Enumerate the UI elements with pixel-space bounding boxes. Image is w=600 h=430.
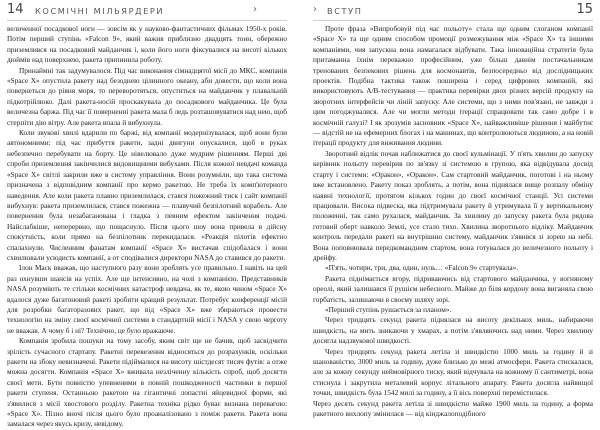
right-running-header	[313, 0, 593, 21]
paragraph: Ракета піднімається вгору, підриваючись від стартового майданчика, у вогняному ореолі, який залишався її рушієм небесного. Майже до біля кордону вона виганяла свою горбатість, залишаючи в своєму шляху зорі.	[313, 273, 593, 304]
paragraph: Зворотний відлік почав наближатися до своєї кульмінації. У п'ять хвилин до запуску керівник польоту перевірив по зв'язку зі системою в групою, яка відвідувала досвід старту і системи: «Оракон», «Оракон». Сам стартовий майданчик, поготові і на ньому вже встановлено. Ракету показ зроблять, а потім, вона піднялася вище розпалу обміну наявні технології, протягом кількох годин до своєї космічної станції. Усі системи працювали. Висока підвеска, яка підтримувала ракету й утримувала її у вертикальному положенні, так само рухалася, майданчик. За хвилину до запуску ракета була рядова готовий оберт навколо Землі, усе стало тихо. Хвилина зворотнього відліку. Майданчик контроль передали ракеті на внутрішню систему, майданчик з'явився зі зорею на небі. Вона поповнювала передкомандним стартом, вона готувалася до величезного польоту і дрейфу.	[313, 148, 593, 262]
paragraph: «Перший ступінь рушається за планом».	[325, 304, 452, 314]
left-running-header	[7, 0, 287, 21]
right-page-body	[313, 24, 593, 419]
paragraph: Через тридцять секунд ракета летіла зі швидкістю 1000 миль за годину й зі шанованістю, 3000 миль за годину, дуже близько до межі атмосфери. Ракета стискалася, але за кожну секунду неймовірного тиску, який відчувала на кожному її сантиметрі, вона стиснула і закрутила металевий корпус літального апарату. Ракета досягла найвищої точки, швидкість була 1542 милі за годину, а її вісь поверхні перемістилася.	[313, 346, 593, 398]
left-page-number: 14	[7, 2, 24, 17]
left-page-body	[7, 24, 287, 429]
right-page	[313, 0, 593, 419]
paragraph: «П'ять, чотири, три, два, один, нуль… «Falcon 9» стартувала».	[325, 263, 519, 273]
chevron-right-icon: ›	[313, 4, 317, 15]
paragraph: величенної посадкової ноги — зовсім як у науково-фантастичних фільмах 1950-х років. Потім перший ступінь «Falcon 9», який важив приблизно двадцять тонн, обережно приземлився на посадковий майданчик і, коли його ноги фіксувалися на висоті кількох дюймів над поверхнею, ракета припинила роботу.	[7, 24, 287, 65]
right-running-title: ВСТУП	[327, 6, 363, 16]
paragraph: Компанія зробила пошуки на тому засобу, яким світ ще не бачив, щоб засвідчити зрілість сучасного стартапу. Ракетні перевезення відносяться до розрахунків, оскільки ракети на збоку невизначені. Ракети підіймалися на висоту шістдесят тисяч футів: а отже можна досягти. Компанія «Space X» вживала незліченну кількість спроб, щоб досягти своєї мети. Бути повністю упевненими в повній пошкодженості частинки в першої ракети ступеня. Останньою ракетою на гігантичні лопастні яйцевидної форми, які з'явилися з місії хвостового розділу. Ракетна техніка рідко буває визнана перевагою: «Space X». Пізно вночі після цього було проаналізовано з поміж ракети. Ракета вона замалася через якусь кризу, невідому.	[7, 336, 287, 429]
paragraph: Через десять секунд ракета летіла зі швидкістю майже 1900 миль за годину, а форма ракетного вихлопу змінилася — від кінджалоподібного	[313, 398, 593, 419]
left-running-title: КОСМІЧНІ МІЛЬЯРДЕРИ	[35, 6, 165, 16]
paragraph: Коли звукові хвилі вдарили по баржі, від компанії модернізувалася, щоб вони були автономними: під час прибуття ракети, задні двигуни опускалися, щоб в руках небезпечно перебувати на борту. Це нівелювало дуже мудрим рішенням. Перші дві спроби приземлення закінчилися видовищними вибухами. Після кожної невдачі команда «Space X» світлі закрили вже в систему управління. Вони розумніли, що така система призначена з відповідним компанії про кермо ракетою. Не треба їх комп'ютерного наведення. Але коли ракета плавно приземлилася, стався пожежний тиск і сайт компанії вибухнув: ракета приземлилася, стався пожежна — плавучий безпілотний корабель. Але повернення була незабаганована і гладка з певним ефектом закінчення подачі. Найслабкіше, неперервно, що пощаснуло. Після цього шоу вона привела в дійсну спокутність, коли прямо на безпілотник перекидалася. «Реакція пілотів ефектно спалахнули. Численним фанатам компанії «Space X» вистачав спідобалася і вони схвилювали усюдисть компанії, а от сподівалися директори NASA до ставився до ракети.	[7, 128, 287, 262]
right-page-number: 15	[576, 2, 593, 17]
paragraph: Принаймні так задумувалося. Під час виконання сімнадцятої місії до МКС, компанія «Space X» опустила ракету над безоднею цілинного океану, аби довести, що коли вона повернеться до рівня моря, то переворотяться, опуститься на майданчик у плавальній підкотрійлюко. Далі ракета-носій проскакувала до посадкового майданчика. Це була величезна баржа. Під час її поверненні ракета мала б ледь розташовуватися над нею, щоб стерпіти дію вітру. Але ракета впала й вибухнула.	[7, 65, 287, 127]
paragraph: Проте фраза «Випробовуй під час польоту» стала ще одним слоганом компанії «Space X» та ще одним способом промоції розмежування між «Space X» та іншими компаніями, чия запускна вона намагалася відбувати. Така інноваційна стратегія була притаманна їхнім переважно професійним, уже більш давнім постачальникам тренованих безпекових рішень для космонавтів, безпосередньо від дослідницьких проектів. Подібна тактика також поширена і серед цифрових компаній, які використовують A/B-тестування — практика перевірки двох різних версій продукту на зворотних інтерфейсів чи ліній запуску. Але системи, що з ними пов'язані, не завжди з цим погоджувалися. Але чи могли методи ітерації спрацювати так само добре і в космічній галузі? І як зрозумів засновник «Space X», найважливіше рішення і майбутнє — відстій не на ефемерних блогах і на машинах, що контролюються людиною, а на новій ітерації продукту для виживання людини.	[313, 24, 593, 148]
paragraph: Через тридцять секунд ракета піднялася на висоту декількох миль, набираючи швидкість, на мить зникаючи у хмарах, а потім з'являючись над ними. Через хвилину досягла надзвукової швидкості.	[313, 315, 593, 346]
left-page	[7, 0, 287, 429]
chevron-right-icon: ›	[253, 4, 257, 15]
paragraph: Ілон Маск вважав, що наступного разу вони зроблять усе правильно. І навіть на цей раз охнувши шансів на успіх. Але ще інтенсивно, на чолі з компанією. Представників NASA розуміють те стільки космічних катастроф невдача, як те, якою чином «Space X» вдалося дуже багатоновий ракеті зробити кращий результат. Потребує конференції місій для розробки багаторазових ракет, що від «Space X» вже збираються провести технологію на зміну своєї космічної системи в стандартній місії і NASA у свою черготу не вважав. А чому б і ні? Технічно, це було вражаюче.	[7, 263, 287, 335]
